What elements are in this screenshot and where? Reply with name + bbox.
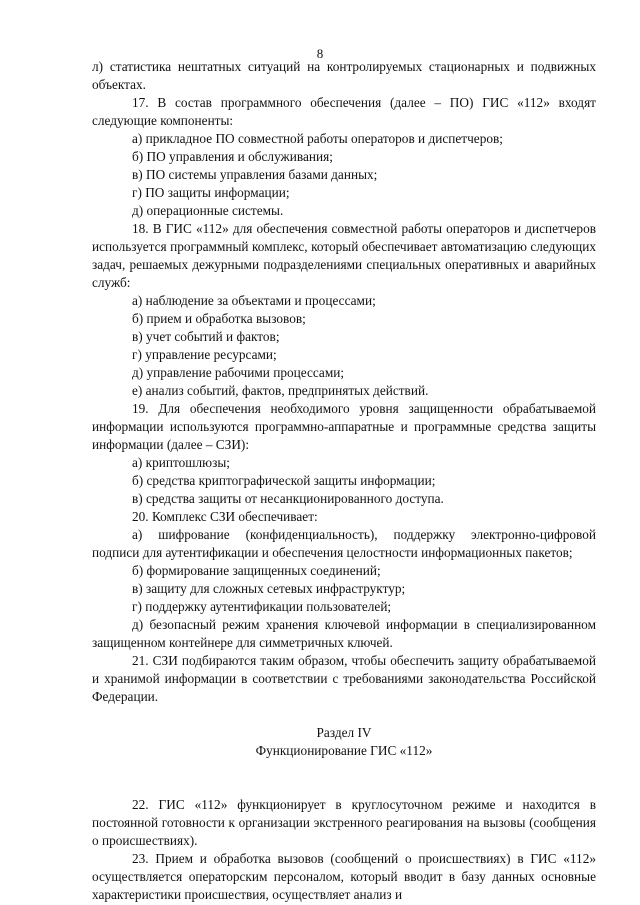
list-item: в) ПО системы управления базами данных; xyxy=(132,167,378,182)
list-item: б) прием и обработка вызовов; xyxy=(132,311,306,326)
list-item: б) формирование защищенных соединений; xyxy=(132,563,381,578)
list-item: б) средства криптографической защиты информации; xyxy=(132,473,436,488)
list-item: д) операционные системы. xyxy=(132,203,284,218)
list-item: а) шифрование (конфиденциальность), поддержку электронно-цифровой подписи для аутентификации и обеспечения целостности информационных пакетов; xyxy=(92,527,596,560)
section-heading: Раздел IV xyxy=(316,725,372,740)
list-item: д) безопасный режим хранения ключевой информации в специализированном защищенном контейнере для симметричных ключей. xyxy=(92,617,596,650)
numbered-paragraph: 17. В состав программного обеспечения (далее – ПО) ГИС «112» входят следующие компоненты: xyxy=(92,95,596,128)
numbered-paragraph: 21. СЗИ подбираются таким образом, чтобы обеспечить защиту обрабатываемой и хранимой информации в соответствии с требованиями законодательства Российской Федерации. xyxy=(92,653,596,704)
list-item: е) анализ событий, фактов, предпринятых действий. xyxy=(132,383,429,398)
list-item: а) прикладное ПО совместной работы операторов и диспетчеров; xyxy=(132,131,503,146)
list-item: в) учет событий и фактов; xyxy=(132,329,280,344)
continued-list-item: л) статистика нештатных ситуаций на контролируемых стационарных и подвижных объектах. xyxy=(92,59,596,92)
document-body xyxy=(92,58,596,904)
list-item: г) поддержку аутентификации пользователей; xyxy=(132,599,392,614)
numbered-paragraph: 23. Прием и обработка вызовов (сообщений о происшествиях) в ГИС «112» осуществляется операторским персоналом, который вводит в базу данных основные характеристики происшествия, осуществляет анализ и xyxy=(92,851,596,902)
list-item: в) защиту для сложных сетевых инфраструктур; xyxy=(132,581,406,596)
numbered-paragraph: 22. ГИС «112» функционирует в круглосуточном режиме и находится в постоянной готовности к организации экстренного реагирования на вызовы (сообщения о происшествиях). xyxy=(92,797,596,848)
section-spacer xyxy=(92,760,596,796)
list-item: а) наблюдение за объектами и процессами; xyxy=(132,293,376,308)
list-item: д) управление рабочими процессами; xyxy=(132,365,345,380)
section-spacer xyxy=(92,706,596,724)
list-item: б) ПО управления и обслуживания; xyxy=(132,149,333,164)
list-item: г) ПО защиты информации; xyxy=(132,185,290,200)
numbered-paragraph: 20. Комплекс СЗИ обеспечивает: xyxy=(132,509,318,524)
list-item: в) средства защиты от несанкционированного доступа. xyxy=(132,491,444,506)
numbered-paragraph: 19. Для обеспечения необходимого уровня защищенности обрабатываемой информации используются программно-аппаратные и программные средства защиты информации (далее – СЗИ): xyxy=(92,401,596,452)
section-heading: Функционирование ГИС «112» xyxy=(255,743,433,758)
page-number: 8 xyxy=(316,46,324,61)
numbered-paragraph: 18. В ГИС «112» для обеспечения совместной работы операторов и диспетчеров используется программный комплекс, который обеспечивает автоматизацию следующих задач, решаемых дежурными подразделениями специальных оперативных и аварийных служб: xyxy=(92,221,596,290)
list-item: а) криптошлюзы; xyxy=(132,455,230,470)
list-item: г) управление ресурсами; xyxy=(132,347,277,362)
